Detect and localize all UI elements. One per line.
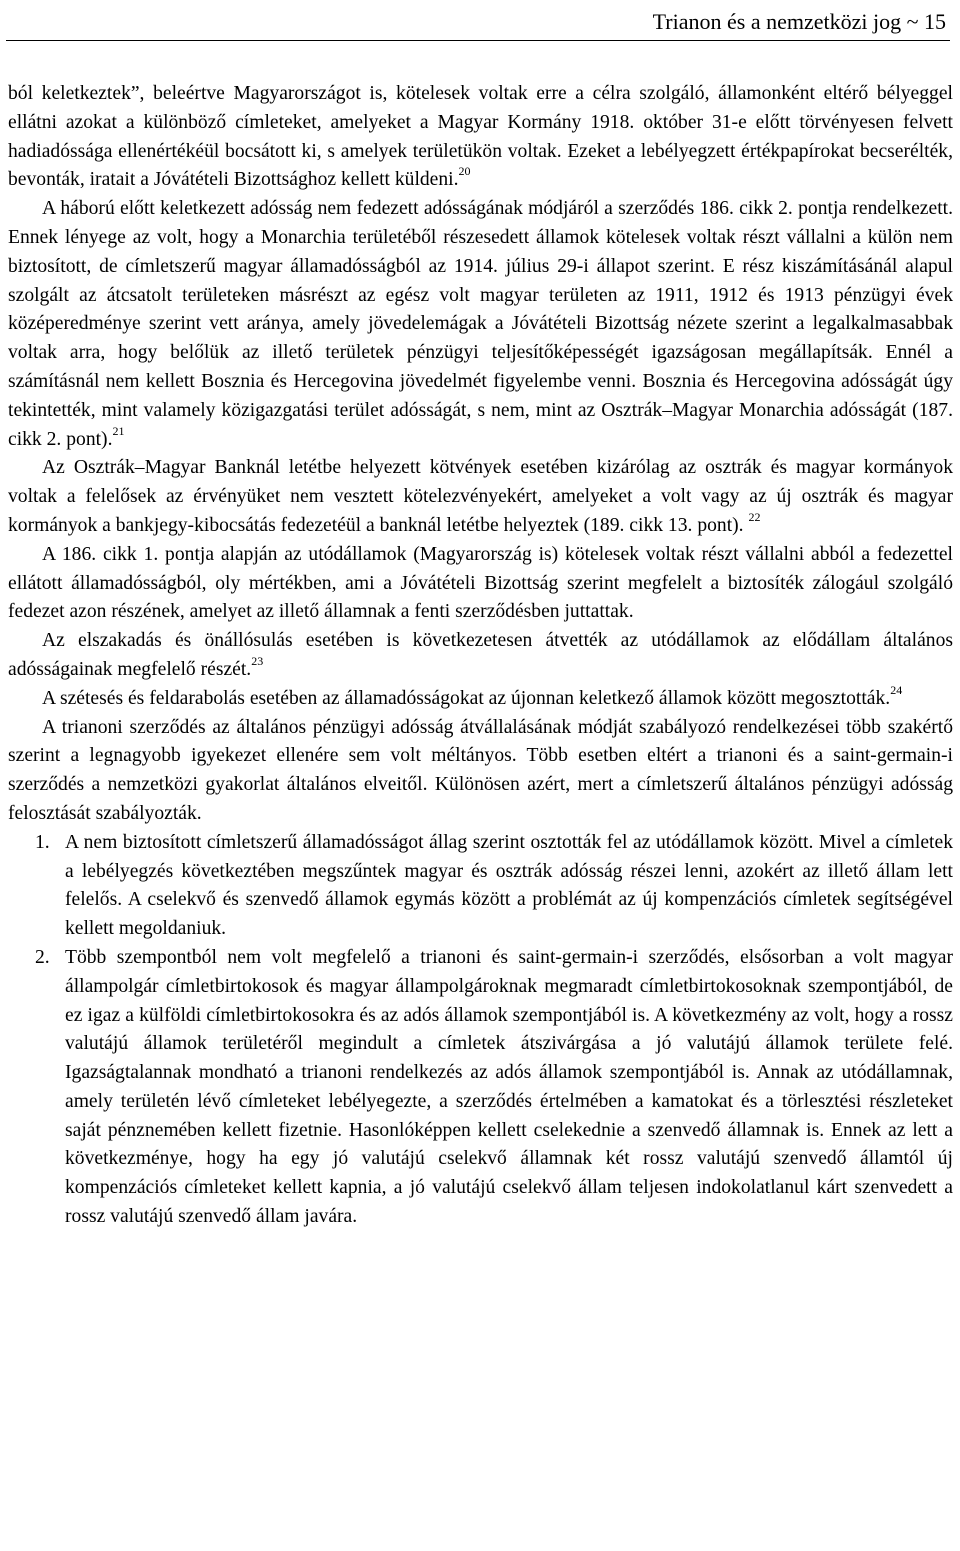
paragraph [8,454,953,540]
list-item-text: A nem biztosított címletszerű államadósságot állag szerint osztották fel az utódállamok között. Mivel a címletek a lebélyegzés következtében megszűntek magyar és osztrák adósság részei lenni, azokért az illető állam lett felelős. A cselekvő és szenvedő államok egymás között a problémát az új kompenzációs címletek segítségével kellett megoldaniuk. [65,831,953,940]
paragraph [8,195,953,454]
footnote-marker: 22 [748,509,761,524]
footnote-marker: 23 [251,653,264,668]
footnote-marker: 20 [458,164,471,179]
numbered-list [8,829,953,1232]
paragraph [8,541,953,627]
paragraph-text: A szétesés és feldarabolás esetében az államadósságokat az újonnan keletkező államok között megosztották. [42,687,891,709]
list-item [8,944,953,1232]
paragraph [8,682,953,714]
page-body [8,80,953,1232]
paragraph-text: A háború előtt keletkezett adósság nem fedezett adósságának módjáról a szerződés 186. cikk 2. pontja rendelkezett. Ennek lényege az volt, hogy a Monarchia területéből részesedett államok kötelesek voltak részt vállalni a külön nem biztosított, de címletszerű magyar államadósságból az 1914. július 29-i állapot szerint. E rész kiszámításánál alapul szolgált az átcsatolt területeken másrészt az egész volt magyar területen az 1911, 1912 és 1913 pénzügyi évek középeredménye szerint vett aránya, amely jövedelemágak a Jóvátételi Bizottság nézete szerint a legalkalmasabbak voltak arra, hogy belőlük az illető területek pénzügyi teljesítőképességét igazságosan megállapítsák. Ennél a számításnál nem kellett Bosznia és Hercegovina jövedelmét figyelembe venni. Bosznia és Hercegovina adósságát úgy tekintették, mint valamely közigazgatási terület adósságát, s nem, mint az Osztrák–Magyar Monarchia adósságát (187. cikk 2. pont). [8,198,953,450]
list-number: 1. [35,831,50,853]
paragraph-text: Az elszakadás és önállósulás esetében is következetesen átvették az utódállamok az elődállam általános adósságainak megfelelő részét. [8,630,953,680]
paragraph-text: ból keletkeztek”, beleértve Magyarországot is, kötelesek voltak erre a célra szolgáló, államonként eltérő bélyeggel ellátni azokat a különböző címleteket, amelyeket a Magyar Kormány 1918. október 31-e előtt törvényesen felvett hadiadóssága ellenértékéül bocsátott ki, s amelyek területükön voltak. Ezeket a lebélyegzett értékpapírokat becserélték, bevonták, iratait a Jóvátételi Bizottsághoz kellett küldeni. [8,83,953,191]
running-header [6,6,950,41]
list-item [8,829,953,944]
footnote-marker: 21 [112,423,125,438]
paragraph [8,80,953,195]
list-item-text: Több szempontból nem volt megfelelő a trianoni és saint-germain-i szerződés, elsősorban a volt magyar állampolgár címletbirtokosok és magyar állampolgároknak megmaradt címletbirtokosoknak szempontjából, de ez igaz a külföldi címletbirtokosokra és az adós államok szempontjából is. A következmény az volt, hogy a rossz valutájú államok területéről megindult a címletek átszivárgása a jó valutájú államok területe felé. Igazságtalannak mondható a trianoni rendelkezés az adós államok szempontjából is. Annak az utódállamnak, amely területén lévő címleteket lebélyegezte, a szerződés értelmében a kamatokat és a törlesztési részleteket saját pénznemében kellett fizetnie. Hasonlóképpen kellett cselekednie a szenvedő államnak is. Ennek az lett a következménye, hogy ha egy jó valutájú cselekvő államnak két rossz valutájú szenvedő államtól új kompenzációs címleteket kellett kapnia, a jó valutájú cselekvő állam teljesen indokolatlanul kárt szenvedett a rossz valutájú szenvedő állam javára. [65,946,953,1228]
running-title: Trianon és a nemzetközi jog ~ 15 [652,9,946,34]
footnote-marker: 24 [890,682,903,697]
paragraph-text: A trianoni szerződés az általános pénzügyi adósság átvállalásának módját szabályozó rendelkezései több szakértő szerint a legnagyobb igyekezet ellenére sem volt méltányos. Több esetben eltért a trianoni és a saint-germain-i szerződés a nemzetközi gyakorlat általános elveitől. Különösen azért, mert a címletszerű általános pénzügyi adósság felosztását szabályozták. [8,716,953,824]
list-number: 2. [35,946,50,968]
paragraph-text: A 186. cikk 1. pontja alapján az utódállamok (Magyarország is) kötelesek voltak részt vállalni abból a fedezettel ellátott államadósságból, oly mértékben, ami a Jóvátételi Bizottság szerint megfelelt a biztosíték zálogául szolgáló fedezet azon részének, amelyet az illető államnak a fenti szerződésben juttattak. [8,543,953,623]
paragraph [8,627,953,685]
paragraph-text: Az Osztrák–Magyar Banknál letétbe helyezett kötvények esetében kizárólag az osztrák és magyar kormányok voltak a felelősek az érvényüket nem vesztett kötelezvényekért, amelyeket a volt vagy az új osztrák és magyar kormányok a bankjegy-kibocsátás fedezetéül a banknál letétbe helyeztek (189. cikk 13. pont). [8,457,953,536]
paragraph [8,714,953,829]
